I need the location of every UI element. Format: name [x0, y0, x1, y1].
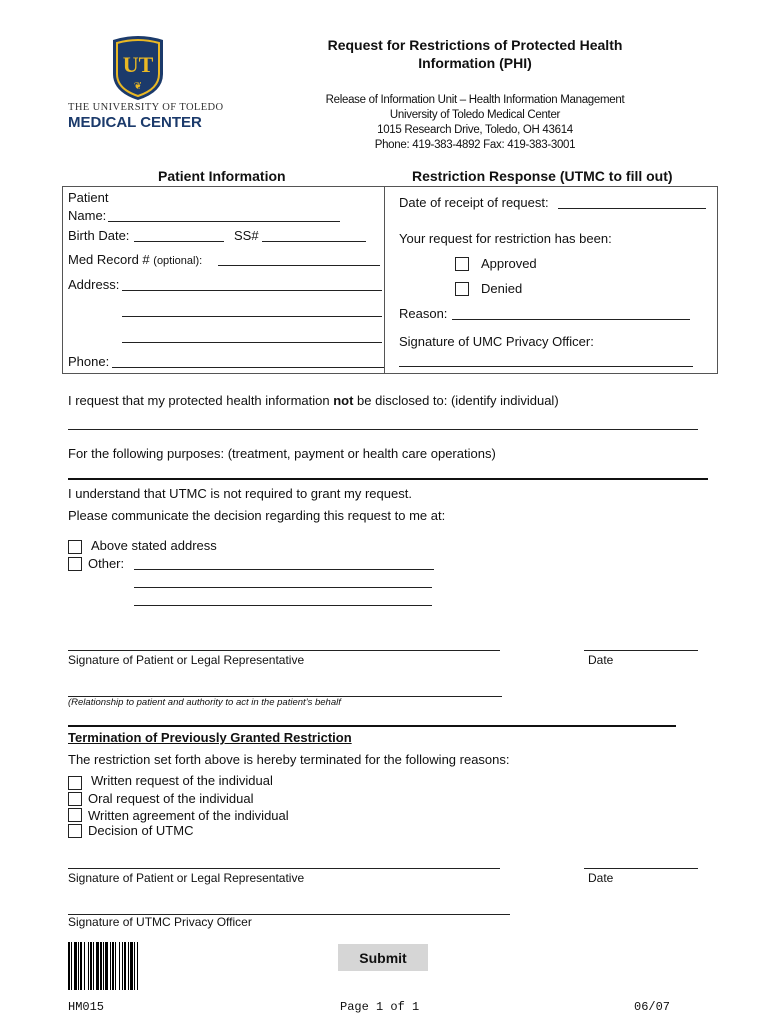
reason-written-request-label: Written request of the individual [91, 773, 273, 788]
barcode-bar [90, 942, 92, 990]
denied-checkbox[interactable] [455, 282, 469, 296]
approved-label: Approved [481, 256, 537, 271]
address-label: Address: [68, 277, 120, 292]
address-field-3[interactable] [122, 330, 382, 343]
barcode-bar [88, 942, 89, 990]
address-block [300, 93, 650, 153]
status-label: Your request for restriction has been: [399, 231, 612, 246]
understand-text: I understand that UTMC is not required to grant my request. [68, 486, 412, 501]
privacy-officer-sig-field[interactable] [399, 354, 693, 367]
term-officer-signature-label: Signature of UTMC Privacy Officer [68, 915, 252, 929]
form-id: HM015 [68, 1000, 105, 1014]
svg-text:UT: UT [122, 52, 154, 77]
reason-field[interactable] [452, 307, 690, 320]
patient-info-heading: Patient Information [158, 168, 286, 184]
term-date-field[interactable] [584, 856, 698, 869]
address-line: Release of Information Unit – Health Information Management [325, 94, 625, 106]
barcode-bar [96, 942, 99, 990]
relationship-field[interactable] [68, 684, 502, 697]
ss-field[interactable] [262, 229, 366, 242]
barcode-bar [103, 942, 104, 990]
logo-medical-center-text: MEDICAL CENTER [68, 114, 202, 131]
revision-date: 06/07 [634, 1000, 671, 1014]
other-label: Other: [88, 556, 125, 571]
svg-text:❦: ❦ [133, 81, 143, 92]
barcode-bar [78, 942, 79, 990]
request-pre: I request that my protected health information [68, 393, 334, 408]
request-post: be disclosed to: (identify individual) [353, 393, 559, 408]
barcode-bar [122, 942, 123, 990]
term-officer-signature-field[interactable] [68, 902, 510, 915]
barcode-bar [80, 942, 82, 990]
date-receipt-label: Date of receipt of request: [399, 195, 549, 210]
term-date-label: Date [588, 871, 614, 885]
term-patient-signature-label: Signature of Patient or Legal Representative [68, 871, 305, 885]
barcode-bar [124, 942, 126, 990]
barcode-bar [105, 942, 108, 990]
patient-date-field[interactable] [584, 638, 698, 651]
submit-button[interactable]: Submit [338, 944, 428, 971]
reason-decision-checkbox[interactable] [68, 824, 82, 838]
restriction-response-heading: Restriction Response (UTMC to fill out) [412, 168, 673, 184]
med-record-optional: (optional): [153, 255, 203, 267]
patient-label: Patient [68, 190, 109, 205]
denied-label: Denied [481, 281, 523, 296]
logo-university-text: THE UNIVERSITY OF TOLEDO [68, 102, 224, 113]
med-record-label-text: Med Record # [68, 252, 150, 267]
address-line: University of Toledo Medical Center [389, 109, 561, 121]
purposes-label: For the following purposes: (treatment, payment or health care operations) [68, 446, 496, 461]
request-not: not [333, 393, 354, 408]
barcode-bar [68, 942, 70, 990]
above-address-checkbox[interactable] [68, 540, 82, 554]
section-divider [68, 725, 676, 727]
barcode-bar [74, 942, 77, 990]
reason-written-agreement-checkbox[interactable] [68, 808, 82, 822]
barcode-bar [110, 942, 111, 990]
reason-label: Reason: [399, 306, 448, 321]
barcode-bar [84, 942, 85, 990]
approved-checkbox[interactable] [455, 257, 469, 271]
med-record-label [68, 252, 202, 267]
barcode-icon [68, 942, 174, 990]
other-checkbox[interactable] [68, 557, 82, 571]
purposes-field[interactable] [68, 478, 708, 480]
reason-oral-request-label: Oral request of the individual [88, 791, 254, 806]
patient-signature-label: Signature of Patient or Legal Representative [68, 653, 305, 667]
communicate-text: Please communicate the decision regarding this request to me at: [68, 508, 446, 523]
other-field-2[interactable] [134, 575, 432, 588]
identify-individual-field[interactable] [68, 417, 698, 430]
barcode-bar [71, 942, 72, 990]
reason-written-agreement-label: Written agreement of the individual [88, 808, 289, 823]
above-address-label: Above stated address [91, 538, 217, 553]
patient-signature-field[interactable] [68, 638, 500, 651]
address-field-2[interactable] [122, 304, 382, 317]
privacy-officer-sig-label: Signature of UMC Privacy Officer: [399, 334, 594, 349]
other-field-1[interactable] [134, 557, 434, 570]
address-field-1[interactable] [122, 278, 382, 291]
phone-label: Phone: [68, 354, 110, 369]
reason-oral-request-checkbox[interactable] [68, 792, 82, 806]
utmc-logo [68, 34, 224, 134]
address-line: 1015 Research Drive, Toledo, OH 43614 [377, 124, 573, 136]
barcode-bar [128, 942, 129, 990]
date-receipt-field[interactable] [558, 196, 706, 209]
barcode-bar [112, 942, 114, 990]
relationship-label: (Relationship to patient and authority to act in the patient’s behalf [68, 697, 341, 708]
termination-intro: The restriction set forth above is hereby terminated for the following reasons: [68, 752, 510, 767]
other-field-3[interactable] [134, 593, 432, 606]
page-number: Page 1 of 1 [340, 1000, 420, 1014]
termination-heading: Termination of Previously Granted Restriction [68, 730, 352, 745]
term-patient-signature-field[interactable] [68, 856, 500, 869]
patient-date-label: Date [588, 653, 614, 667]
phone-field[interactable] [112, 355, 384, 368]
form-title: Request for Restrictions of Protected Health Information (PHI) [327, 37, 623, 71]
name-label: Name: [68, 208, 107, 223]
barcode-bar [100, 942, 102, 990]
birth-date-field[interactable] [134, 229, 224, 242]
address-line: Phone: 419-383-4892 Fax: 419-383-3001 [374, 139, 576, 151]
barcode-bar [130, 942, 133, 990]
barcode-bar [119, 942, 120, 990]
reason-decision-label: Decision of UTMC [88, 823, 194, 838]
ss-label: SS# [234, 228, 259, 243]
patient-name-field[interactable] [108, 209, 340, 222]
med-record-field[interactable] [218, 253, 380, 266]
barcode-bar [137, 942, 138, 990]
barcode-bar [115, 942, 116, 990]
birth-date-label: Birth Date: [68, 228, 130, 243]
request-statement [68, 393, 559, 408]
reason-written-request-checkbox[interactable] [68, 776, 82, 790]
barcode-bar [93, 942, 94, 990]
barcode-bar [134, 942, 135, 990]
